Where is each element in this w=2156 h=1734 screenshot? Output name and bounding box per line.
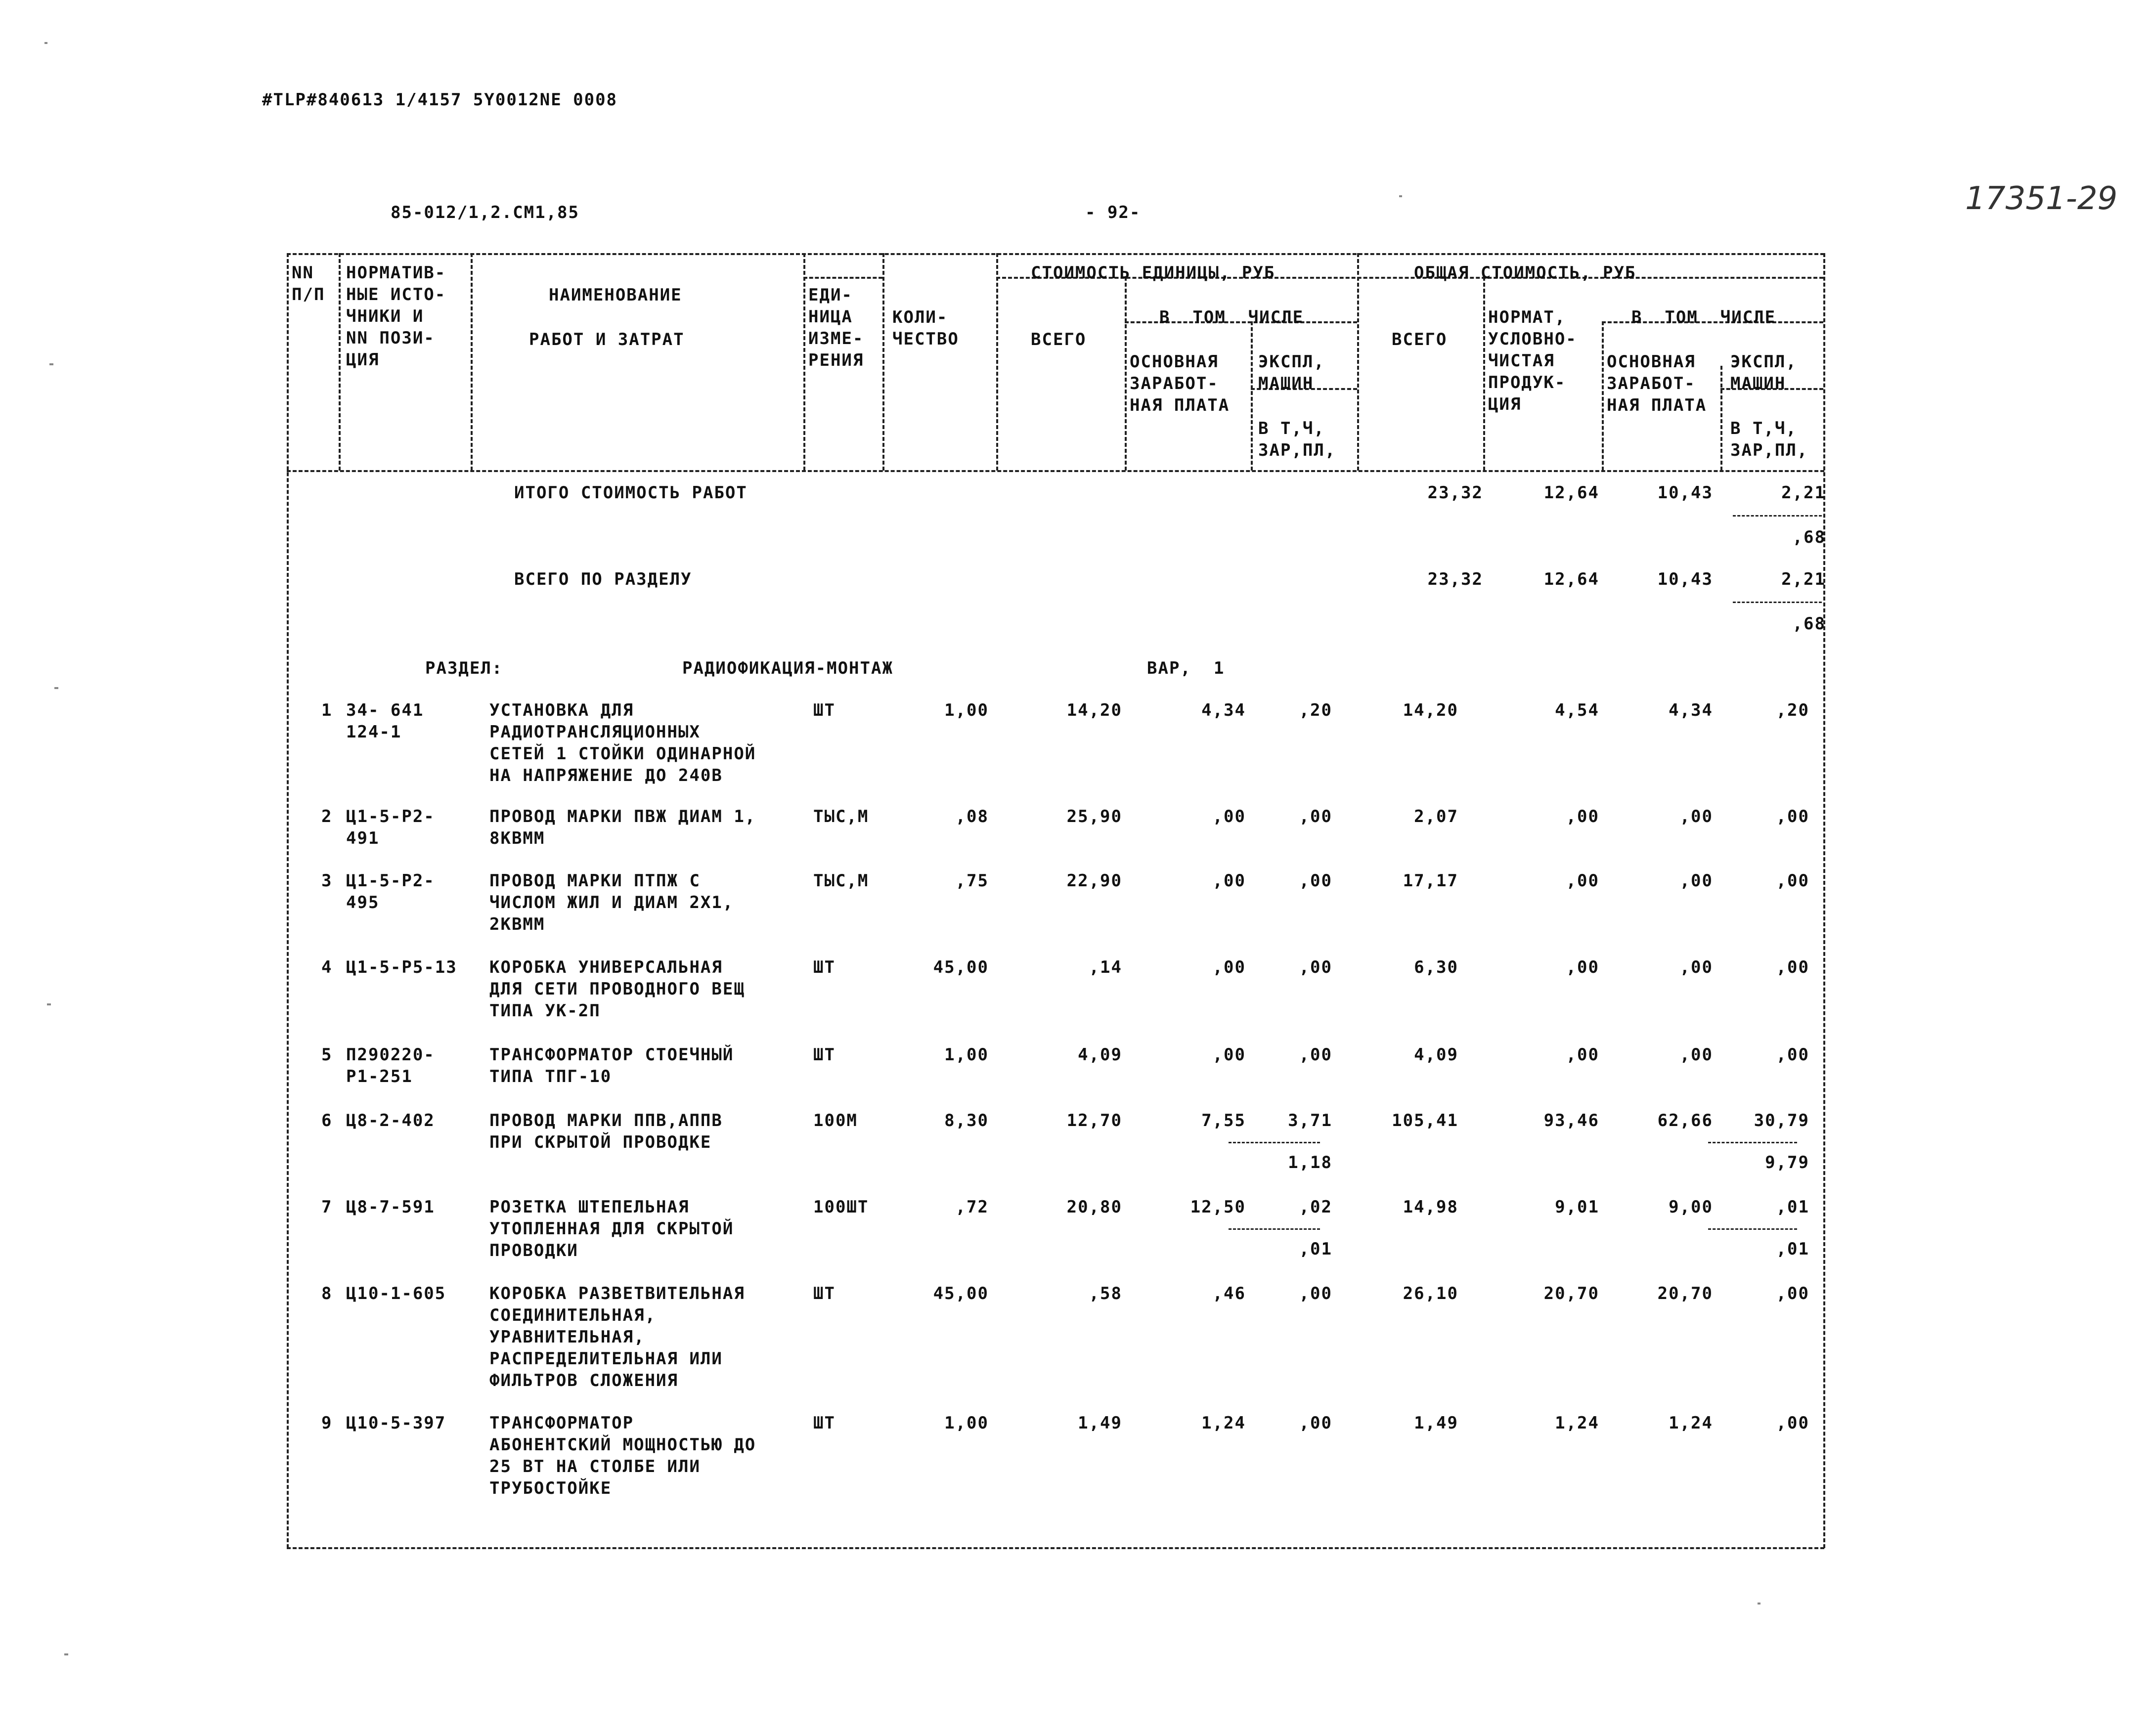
unit-total: 22,90: [1066, 871, 1122, 891]
quantity: 1,00: [944, 700, 989, 720]
col-divider: [1720, 366, 1722, 471]
header-tot-total: ВСЕГО: [1392, 330, 1448, 349]
summary-mach: 2,21: [1781, 569, 1826, 589]
header-row-number: NN П/П: [292, 263, 325, 304]
total-mach-wage: ,01: [1776, 1239, 1809, 1259]
total-norm: ,00: [1566, 871, 1599, 891]
summary-norm: 12,64: [1543, 483, 1599, 503]
total-mach: ,00: [1776, 957, 1809, 977]
unit-mach: ,02: [1299, 1197, 1332, 1217]
header-unit-total: ВСЕГО: [1031, 330, 1087, 349]
unit-mach-wage: ,01: [1299, 1239, 1332, 1259]
unit-total: ,58: [1089, 1284, 1122, 1303]
total: 4,09: [1414, 1045, 1458, 1065]
unit-mach-wage: 1,18: [1288, 1153, 1332, 1172]
header-quantity: КОЛИ- ЧЕСТВО: [892, 307, 959, 349]
col-divider: [1483, 277, 1485, 471]
scan-speck: [1399, 195, 1402, 197]
total-wage: 20,70: [1657, 1284, 1713, 1303]
header-unit-mach: ЭКСПЛ, МАШИН: [1258, 352, 1325, 393]
total-mach: ,20: [1776, 700, 1809, 720]
summary-wage: 10,43: [1657, 483, 1713, 503]
unit-total: ,14: [1089, 957, 1122, 977]
summary-label: ВСЕГО ПО РАЗДЕЛУ: [514, 569, 692, 589]
scan-speck: [54, 687, 58, 689]
section-prefix: РАЗДЕЛ:: [425, 658, 503, 678]
unit-mach: ,20: [1299, 700, 1332, 720]
row-number: 2: [321, 807, 333, 826]
work-name: РОЗЕТКА ШТЕПЕЛЬНАЯ УТОПЛЕННАЯ ДЛЯ СКРЫТОЙ ПРОВОДКИ: [489, 1197, 734, 1260]
col-divider: [882, 253, 884, 471]
col-divider: [471, 253, 473, 471]
unit-wage: 7,55: [1201, 1111, 1246, 1130]
row-number: 5: [321, 1045, 333, 1065]
unit-mach: ,00: [1299, 1284, 1332, 1303]
header-name-2: РАБОТ И ЗАТРАТ: [529, 330, 685, 349]
summary-total: 23,32: [1427, 569, 1483, 589]
work-name: КОРОБКА РАЗВЕТВИТЕЛЬНАЯ СОЕДИНИТЕЛЬНАЯ, УРАВНИТЕЛЬНАЯ, РАСПРЕДЕЛИТЕЛЬНАЯ ИЛИ ФИЛЬТРОВ СЛОЖЕНИЯ: [489, 1284, 745, 1390]
total-wage: 9,00: [1669, 1197, 1713, 1217]
total: 26,10: [1403, 1284, 1458, 1303]
quantity: 45,00: [933, 957, 989, 977]
row-number: 9: [321, 1413, 333, 1433]
header-tot-mach-wage: В Т,Ч, ЗАР,ПЛ,: [1730, 419, 1808, 460]
total-norm: 20,70: [1543, 1284, 1599, 1303]
quantity: ,75: [955, 871, 989, 891]
col-divider: [1125, 277, 1127, 471]
total-mach: ,00: [1776, 1284, 1809, 1303]
total-wage: ,00: [1679, 807, 1713, 826]
doc-code: 85-012/1,2.CM1,85: [391, 203, 579, 222]
total-wage: ,00: [1679, 1045, 1713, 1065]
unit-wage: 1,24: [1201, 1413, 1246, 1433]
subtotal-dash: [1229, 1228, 1320, 1230]
total: 14,20: [1403, 700, 1458, 720]
summary-wage: 10,43: [1657, 569, 1713, 589]
unit: ШТ: [813, 957, 836, 977]
header-tot-incl: В ТОМ ЧИСЛЕ: [1631, 307, 1776, 327]
total: 6,30: [1414, 957, 1458, 977]
total-norm: ,00: [1566, 807, 1599, 826]
work-name: ПРОВОД МАРКИ ППВ,АППВ ПРИ СКРЫТОЙ ПРОВОДКЕ: [489, 1111, 723, 1152]
work-name: ПРОВОД МАРКИ ПТПЖ С ЧИСЛОМ ЖИЛ И ДИАМ 2Х1, 2КВММ: [489, 871, 734, 934]
subtotal-dash: [1708, 1142, 1797, 1143]
unit-mach: ,00: [1299, 957, 1332, 977]
norm-code: Ц8-2-402: [346, 1111, 435, 1130]
unit-mach: ,00: [1299, 807, 1332, 826]
table-top-border: [287, 253, 1824, 255]
unit-wage: ,00: [1212, 957, 1246, 977]
total-norm: 9,01: [1555, 1197, 1599, 1217]
total-mach: ,00: [1776, 807, 1809, 826]
norm-code: Ц10-5-397: [346, 1413, 446, 1433]
col-divider: [339, 253, 341, 471]
row-number: 7: [321, 1197, 333, 1217]
col-divider: [1602, 321, 1604, 471]
scan-speck: [44, 42, 47, 44]
total-wage: ,00: [1679, 957, 1713, 977]
header-unit-mach-wage: В Т,Ч, ЗАР,ПЛ,: [1258, 419, 1336, 460]
table-right-border: [1823, 253, 1825, 1548]
unit: ТЫС,М: [813, 807, 869, 826]
work-name: ТРАНСФОРМАТОР АБОНЕНТСКИЙ МОЩНОСТЬЮ ДО 25 ВТ НА СТОЛБЕ ИЛИ ТРУБОСТОЙКЕ: [489, 1413, 756, 1498]
print-id: #TLP#840613 1/4157 5Y0012NE 0008: [262, 90, 618, 110]
summary-mach: 2,21: [1781, 483, 1826, 503]
header-unit-wage: ОСНОВНАЯ ЗАРАБОТ- НАЯ ПЛАТА: [1130, 352, 1230, 415]
total-norm: ,00: [1566, 1045, 1599, 1065]
header-bottom-border: [287, 470, 1824, 472]
unit: ТЫС,М: [813, 871, 869, 891]
header-divider: [803, 277, 882, 279]
quantity: ,72: [955, 1197, 989, 1217]
norm-code: Ц10-1-605: [346, 1284, 446, 1303]
total: 2,07: [1414, 807, 1458, 826]
unit-mach: ,00: [1299, 871, 1332, 891]
page-number: - 92-: [1085, 203, 1141, 222]
total: 105,41: [1392, 1111, 1458, 1130]
total-norm: 4,54: [1555, 700, 1599, 720]
quantity: 8,30: [944, 1111, 989, 1130]
unit-total: 20,80: [1066, 1197, 1122, 1217]
unit-total: 25,90: [1066, 807, 1122, 826]
work-name: ТРАНСФОРМАТОР СТОЕЧНЫЙ ТИПА ТПГ-10: [489, 1045, 734, 1086]
unit-total: 12,70: [1066, 1111, 1122, 1130]
header-unit-incl: В ТОМ ЧИСЛЕ: [1159, 307, 1304, 327]
table-bottom-border: [287, 1547, 1824, 1549]
total-wage: 4,34: [1669, 700, 1713, 720]
handwritten-number: 17351-29: [1965, 180, 2118, 217]
total-norm: ,00: [1566, 957, 1599, 977]
unit-mach: ,00: [1299, 1413, 1332, 1433]
col-divider: [996, 253, 998, 471]
work-name: УСТАНОВКА ДЛЯ РАДИОТРАНСЛЯЦИОННЫХ СЕТЕЙ 1 СТОЙКИ ОДИНАРНОЙ НА НАПРЯЖЕНИЕ ДО 240В: [489, 700, 756, 785]
quantity: 1,00: [944, 1045, 989, 1065]
unit: ШТ: [813, 1413, 836, 1433]
unit: ШТ: [813, 1284, 836, 1303]
total-mach: ,00: [1776, 1045, 1809, 1065]
total-wage: 62,66: [1657, 1111, 1713, 1130]
table-left-border: [287, 253, 289, 1548]
subtotal-dash: [1733, 515, 1822, 517]
header-norm-source: НОРМАТИВ- НЫЕ ИСТО- ЧНИКИ И NN ПОЗИ- ЦИЯ: [346, 263, 446, 370]
scan-speck: [49, 363, 53, 365]
total: 17,17: [1403, 871, 1458, 891]
norm-code: Ц1-5-Р2- 495: [346, 871, 435, 912]
unit: ШТ: [813, 1045, 836, 1065]
subtotal-dash: [1229, 1142, 1320, 1143]
unit: 100ШТ: [813, 1197, 869, 1217]
total-mach: ,01: [1776, 1197, 1809, 1217]
total-mach: ,00: [1776, 1413, 1809, 1433]
total-mach-wage: 9,79: [1765, 1153, 1809, 1172]
scan-speck: [47, 1003, 51, 1005]
norm-code: Ц1-5-Р5-13: [346, 957, 457, 977]
total-mach: ,00: [1776, 871, 1809, 891]
norm-code: 34- 641 124-1: [346, 700, 424, 742]
unit-wage: ,00: [1212, 807, 1246, 826]
header-tot-norm: НОРМАТ, УСЛОВНО- ЧИСТАЯ ПРОДУК- ЦИЯ: [1488, 307, 1577, 414]
header-tot-wage: ОСНОВНАЯ ЗАРАБОТ- НАЯ ПЛАТА: [1607, 352, 1707, 415]
row-number: 4: [321, 957, 333, 977]
total-wage: ,00: [1679, 871, 1713, 891]
unit-wage: 4,34: [1201, 700, 1246, 720]
unit-wage: ,00: [1212, 1045, 1246, 1065]
total-wage: 1,24: [1669, 1413, 1713, 1433]
col-divider: [1251, 321, 1253, 471]
total: 14,98: [1403, 1197, 1458, 1217]
summary-label: ИТОГО СТОИМОСТЬ РАБОТ: [514, 483, 748, 503]
quantity: 1,00: [944, 1413, 989, 1433]
unit: ШТ: [813, 700, 836, 720]
header-name-1: НАИМЕНОВАНИЕ: [549, 285, 682, 305]
quantity: 45,00: [933, 1284, 989, 1303]
row-number: 1: [321, 700, 333, 720]
subtotal-dash: [1708, 1228, 1797, 1230]
unit: 100М: [813, 1111, 858, 1130]
norm-code: П290220- Р1-251: [346, 1045, 435, 1086]
scan-speck: [64, 1653, 68, 1655]
summary-total: 23,32: [1427, 483, 1483, 503]
col-divider: [1357, 253, 1359, 471]
unit-total: 1,49: [1078, 1413, 1122, 1433]
unit-wage: ,00: [1212, 871, 1246, 891]
summary-norm: 12,64: [1543, 569, 1599, 589]
section-name: РАДИОФИКАЦИЯ-МОНТАЖ: [682, 658, 893, 678]
unit-total: 14,20: [1066, 700, 1122, 720]
row-number: 3: [321, 871, 333, 891]
header-unit-cost: СТОИМОСТЬ ЕДИНИЦЫ, РУБ: [1031, 263, 1276, 283]
summary-mach-wage: ,68: [1792, 527, 1826, 547]
total-mach: 30,79: [1754, 1111, 1809, 1130]
norm-code: Ц1-5-Р2- 491: [346, 807, 435, 848]
summary-mach-wage: ,68: [1792, 614, 1826, 634]
total-norm: 93,46: [1543, 1111, 1599, 1130]
total: 1,49: [1414, 1413, 1458, 1433]
norm-code: Ц8-7-591: [346, 1197, 435, 1217]
header-total-cost: ОБЩАЯ СТОИМОСТЬ, РУБ: [1414, 263, 1636, 283]
row-number: 6: [321, 1111, 333, 1130]
unit-mach: 3,71: [1288, 1111, 1332, 1130]
row-number: 8: [321, 1284, 333, 1303]
unit-mach: ,00: [1299, 1045, 1332, 1065]
header-tot-mach: ЭКСПЛ, МАШИН: [1730, 352, 1797, 393]
unit-total: 4,09: [1078, 1045, 1122, 1065]
scan-speck: [1758, 1603, 1760, 1604]
total-norm: 1,24: [1555, 1413, 1599, 1433]
subtotal-dash: [1733, 602, 1822, 603]
work-name: ПРОВОД МАРКИ ПВЖ ДИАМ 1, 8КВММ: [489, 807, 756, 848]
unit-wage: ,46: [1212, 1284, 1246, 1303]
work-name: КОРОБКА УНИВЕРСАЛЬНАЯ ДЛЯ СЕТИ ПРОВОДНОГО ВЕЩ ТИПА УК-2П: [489, 957, 745, 1021]
unit-wage: 12,50: [1190, 1197, 1246, 1217]
quantity: ,08: [955, 807, 989, 826]
header-unit: ЕДИ- НИЦА ИЗМЕ- РЕНИЯ: [808, 285, 864, 370]
section-variant: ВАР, 1: [1147, 658, 1225, 678]
col-divider: [803, 253, 805, 471]
